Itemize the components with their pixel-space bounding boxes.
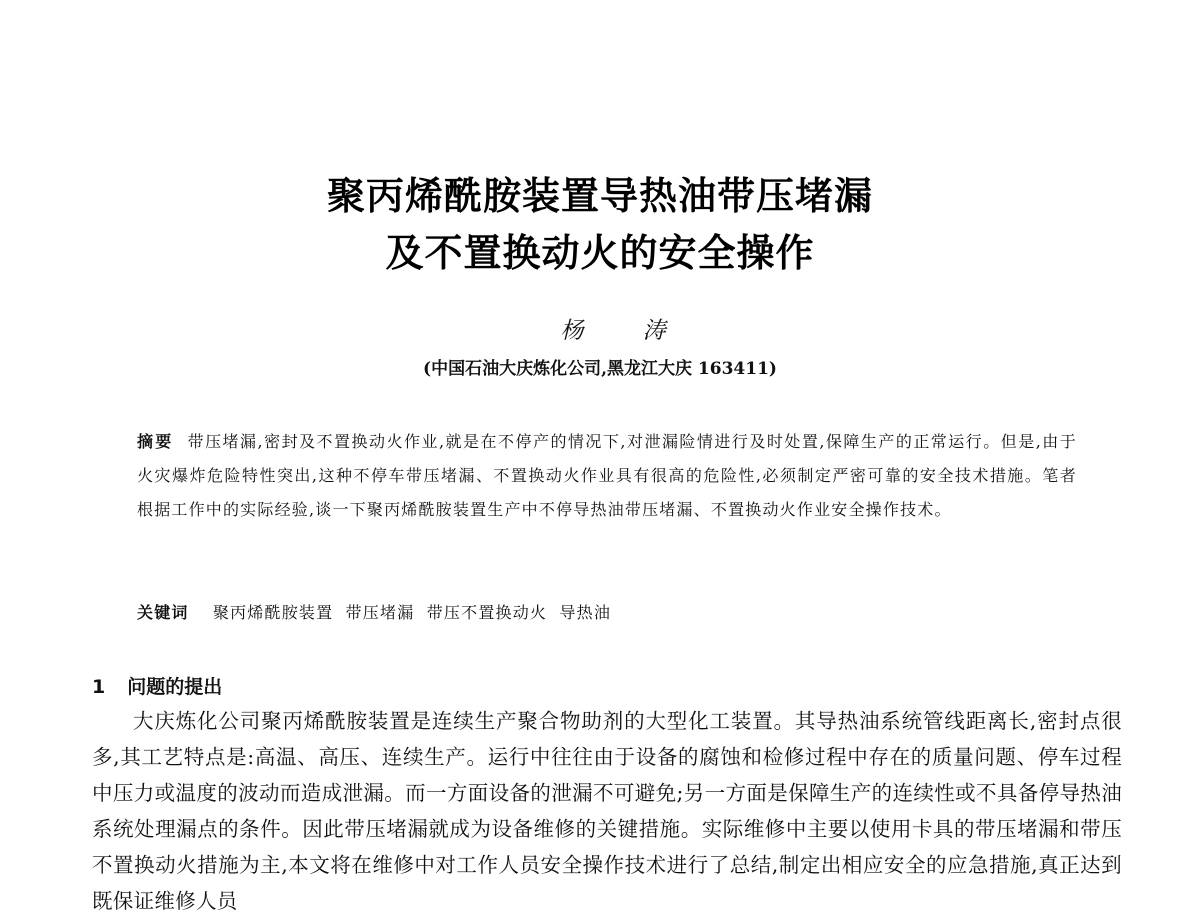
keyword-item: 导热油 xyxy=(559,603,612,622)
paper-title-line-1: 聚丙烯酰胺装置导热油带压堵漏 xyxy=(326,174,873,218)
keywords-block xyxy=(137,600,1077,626)
abstract-text: 带压堵漏,密封及不置换动火作业,就是在不停产的情况下,对泄漏险情进行及时处置,保障生产的正常运行。但是,由于火灾爆炸危险特性突出,这种不停车带压堵漏、不置换动火作业具有很高的危险性,必须制定严密可靠的安全技术措施。笔者根据工作中的实际经验,谈一下聚丙烯酰胺装置生产中不停导热油带压堵漏、不置换动火作业安全操作技术。 xyxy=(137,432,1077,519)
body-paragraph: 大庆炼化公司聚丙烯酰胺装置是连续生产聚合物助剂的大型化工装置。其导热油系统管线距离长,密封点很多,其工艺特点是:高温、高压、连续生产。运行中往往由于设备的腐蚀和检修过程中存在的质量问题、停车过程中压力或温度的波动而造成泄漏。而一方面设备的泄漏不可避免;另一方面是保障生产的连续性或不具备停导热油系统处理漏点的条件。因此带压堵漏就成为设备维修的关键措施。实际维修中主要以使用卡具的带压堵漏和带压不置换动火措施为主,本文将在维修中对工作人员安全操作技术进行了总结,制定出相应安全的应急措施,真正达到既保证维修人员 xyxy=(92,709,1122,913)
author-name: 杨 涛 xyxy=(560,318,692,344)
section-heading xyxy=(92,672,222,699)
keywords-label: 关键词 xyxy=(137,603,189,622)
paper-title-line-2: 及不置换动火的安全操作 xyxy=(385,231,815,275)
section-title: 问题的提出 xyxy=(127,676,223,698)
keyword-item: 聚丙烯酰胺装置 xyxy=(212,603,334,622)
author-affiliation: (中国石油大庆炼化公司,黑龙江大庆 163411) xyxy=(423,359,777,379)
abstract-label: 摘要 xyxy=(137,432,174,451)
section-number: 1 xyxy=(92,676,106,698)
keyword-item: 带压堵漏 xyxy=(345,603,415,622)
keyword-item: 带压不置换动火 xyxy=(426,603,548,622)
abstract-block xyxy=(137,425,1077,527)
